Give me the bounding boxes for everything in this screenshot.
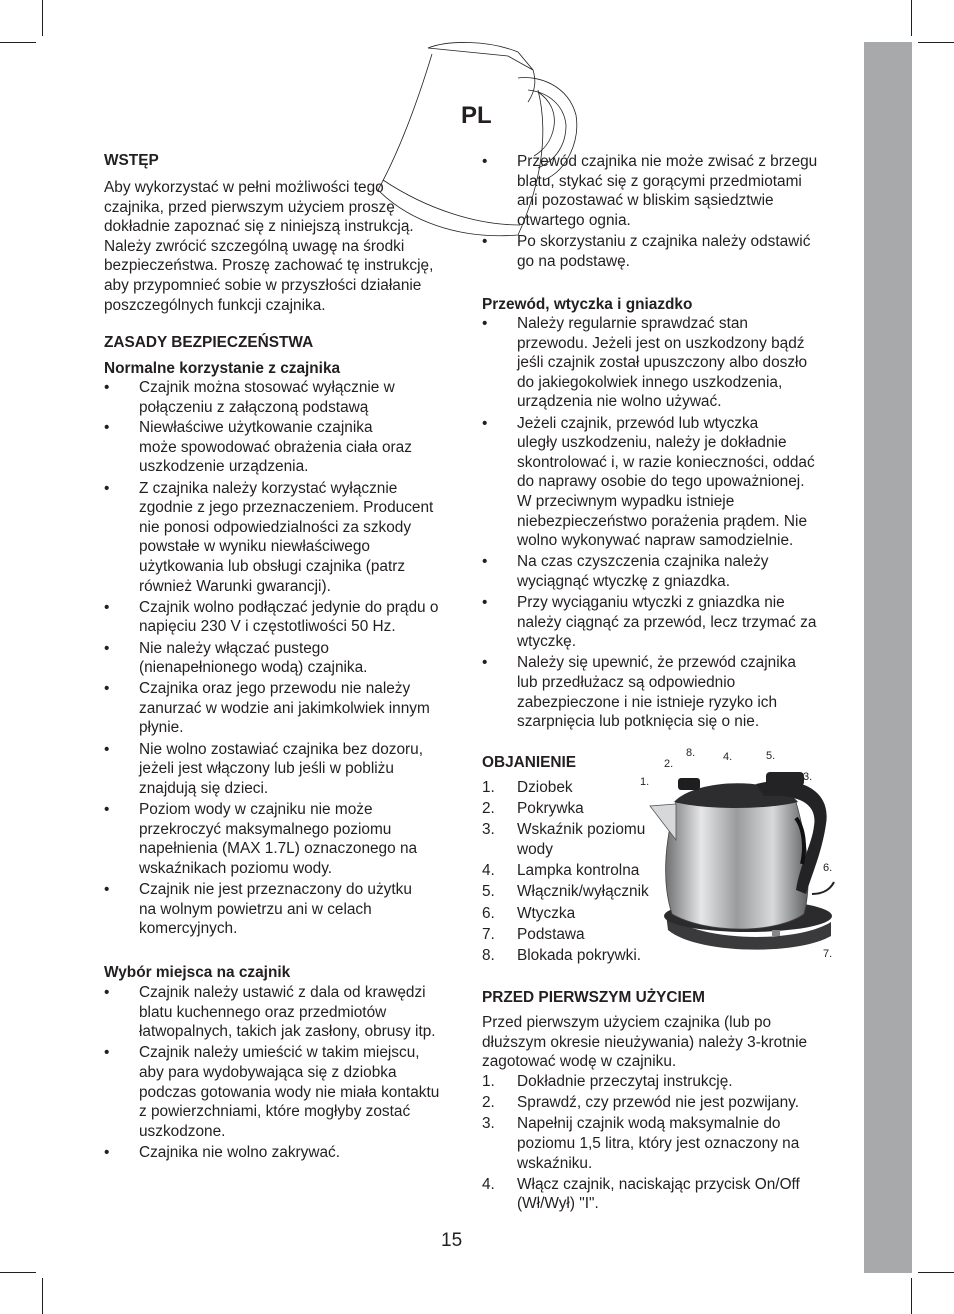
list-item: • Czajnik można stosować wyłącznie w połączeniu z załączoną podstawą <box>104 379 395 416</box>
list-item: • Nie wolno zostawiać czajnika bez dozoru, jeżeli jest włączony lub jeśli w pobliżu znajdują się dzieci. <box>104 740 424 797</box>
cord-heading: Przewód, wtyczka i gniazdko <box>482 296 693 313</box>
list-item: 1. Dziobek <box>482 779 573 796</box>
crop-mark <box>0 42 36 43</box>
crop-mark <box>918 1272 954 1273</box>
crop-mark <box>918 42 954 43</box>
list-item: • Czajnika nie wolno zakrywać. <box>104 1143 341 1161</box>
list-item: • Przy wyciąganiu wtyczki z gniazdka nie należy ciągnąć za przewód, lecz trzymać za wtyczkę. <box>482 594 817 651</box>
list-item: • Nie należy włączać pustego (nienapełnionego wodą) czajnika. <box>104 639 368 677</box>
cord-list <box>482 314 838 733</box>
list-item: • Czajnik należy umieścić w takim miejscu, aby para wydobywająca się z dziobka podczas gotowania wody nie miała kontaktu z powierzchniami, które mogłyby zostać uszkodzone. <box>104 1044 440 1140</box>
figure-label: 7. <box>823 948 833 960</box>
normal-use-list <box>104 378 460 940</box>
list-item: 6. Wtyczka <box>482 904 576 922</box>
parts-list <box>482 778 662 967</box>
list-item: 2. Pokrywka <box>482 800 584 818</box>
first-use-heading: PRZED PIERWSZYM UŻYCIEM <box>482 989 705 1006</box>
crop-mark <box>911 0 912 36</box>
list-item: • Czajnik wolno podłączać jedynie do prądu o napięciu 230 V i częstotliwości 50 Hz. <box>104 598 439 636</box>
list-item: 4. Lampka kontrolna <box>482 862 640 880</box>
figure-label: 3. <box>803 771 813 783</box>
list-item: 3. Napełnij czajnik wodą maksymalnie do poziomu 1,5 litra, który jest oznaczony na wskaźniku. <box>482 1115 800 1172</box>
intro-paragraph <box>104 178 460 315</box>
crop-mark <box>0 1272 36 1273</box>
normal-use-heading: Normalne korzystanie z czajnika <box>104 360 341 377</box>
list-item: • Należy się upewnić, że przewód czajnika lub przedłużacz są odpowiednio zabezpieczone i nie istnieje ryzyko ich szarpnięcia lub potknięcia się o nie. <box>482 654 796 731</box>
list-item: • Na czas czyszczenia czajnika należy wyciągnąć wtyczkę z gniazdka. <box>482 553 769 590</box>
safety-heading: ZASADY BEZPIECZEŃSTWA <box>104 334 314 351</box>
crop-mark <box>911 1278 912 1314</box>
list-item: • Czajnik nie jest przeznaczony do użytku na wolnym powietrzu ani w celach komercyjnych. <box>104 881 412 938</box>
intro-line: dokładnie zapoznać się z niniejszą instrukcją. <box>104 218 414 236</box>
placement-heading: Wybór miejsca na czajnik <box>104 964 291 981</box>
list-item: 1. Dokładnie przeczytaj instrukcję. <box>482 1073 733 1090</box>
list-item: • Niewłaściwe użytkowanie czajnika może spowodować obrażenia ciała oraz uszkodzenie urządzenia. <box>104 419 412 476</box>
list-item: • Należy regularnie sprawdzać stan przewodu. Jeżeli jest on uszkodzony bądź jeśli czajnik został upuszczony albo doszło do jakiegokolwiek innego uszkodzenia, urządzenia nie wolno używać. <box>482 315 808 411</box>
crop-mark <box>42 0 43 36</box>
list-item: 2. Sprawdź, czy przewód nie jest pozwijany. <box>482 1094 799 1112</box>
first-use-steps <box>482 1072 838 1216</box>
intro-line: poszczególnych funkcji czajnika. <box>104 296 326 314</box>
list-item: • Po skorzystaniu z czajnika należy odstawić go na podstawę. <box>482 232 811 270</box>
list-item: 5. Włącznik/wyłącznik <box>482 883 649 901</box>
description-heading: OBJANIENIE <box>482 754 577 771</box>
figure-label: 4. <box>723 751 733 763</box>
intro-line: bezpieczeństwa. Proszę zachować tę instrukcję, <box>104 257 434 275</box>
list-item: • Przewód czajnika nie może zwisać z brzegu blatu, stykać się z gorącymi przedmiotami ani pozostawać w bliskim sąsiedztwie otwartego ognia. <box>482 153 818 229</box>
intro-heading: WSTĘP <box>104 152 159 169</box>
crop-mark <box>42 1278 43 1314</box>
placement-list-continued <box>482 152 838 273</box>
kettle-figure <box>636 744 848 964</box>
page-edge-tab <box>864 42 912 1273</box>
figure-label: 2. <box>664 758 674 770</box>
list-item: • Jeżeli czajnik, przewód lub wtyczka uległy uszkodzeniu, należy je dokładnie skontrolować i, w razie konieczności, oddać do naprawy osobie do tego upoważnionej. W przeciwnym wypadku istnieje niebezpieczeństwo porażenia prądem. Nie wolno wykonywać napraw samodzielnie. <box>482 414 815 550</box>
language-code: PL <box>461 102 492 129</box>
figure-label: 1. <box>640 776 650 788</box>
list-item: • Czajnika oraz jego przewodu nie należy zanurzać w wodzie ani jakimkolwiek innym płynie. <box>104 680 430 737</box>
intro-line: Należy zwrócić szczególną uwagę na środki <box>104 237 405 255</box>
intro-line: aby przypomnieć sobie w przyszłości działanie <box>104 276 422 294</box>
figure-label: 5. <box>766 750 776 762</box>
intro-line: czajnika, przed pierwszym użyciem proszę <box>104 198 395 216</box>
placement-list <box>104 983 460 1164</box>
list-item: 4. Włącz czajnik, naciskając przycisk On/Off (Wł/Wył) "I". <box>482 1175 800 1213</box>
intro-line: Aby wykorzystać w pełni możliwości tego <box>104 179 384 196</box>
figure-label: 6. <box>823 862 833 874</box>
list-item: • Z czajnika należy korzystać wyłącznie zgodnie z jego przeznaczeniem. Producent nie ponosi odpowiedzialności za szkody powstałe w wyniku niewłaściwego użytkowania lub obsługi czajnika (patrz również Warunki gwarancji). <box>104 479 434 595</box>
figure-label: 8. <box>686 747 696 759</box>
list-item: 7. Podstawa <box>482 925 585 943</box>
list-item: 8. Blokada pokrywki. <box>482 946 642 964</box>
list-item: • Poziom wody w czajniku nie może przekroczyć maksymalnego poziomu napełnienia (MAX 1.7L) oznaczonego na wskaźnikach poziomu wody. <box>104 801 418 877</box>
first-use-paragraph: Przed pierwszym użyciem czajnika (lub po dłuższym okresie nieużywania) należy 3-krotnie zagotować wodę w czajniku. <box>482 1014 808 1071</box>
page-number: 15 <box>441 1230 463 1251</box>
list-item: 3. Wskaźnik poziomu wody <box>482 821 646 858</box>
kettle-illustration <box>636 744 848 964</box>
list-item: • Czajnik należy ustawić z dala od krawędzi blatu kuchennego oraz przedmiotów łatwopalnych, takich jak zasłony, obrusy itp. <box>104 984 436 1041</box>
